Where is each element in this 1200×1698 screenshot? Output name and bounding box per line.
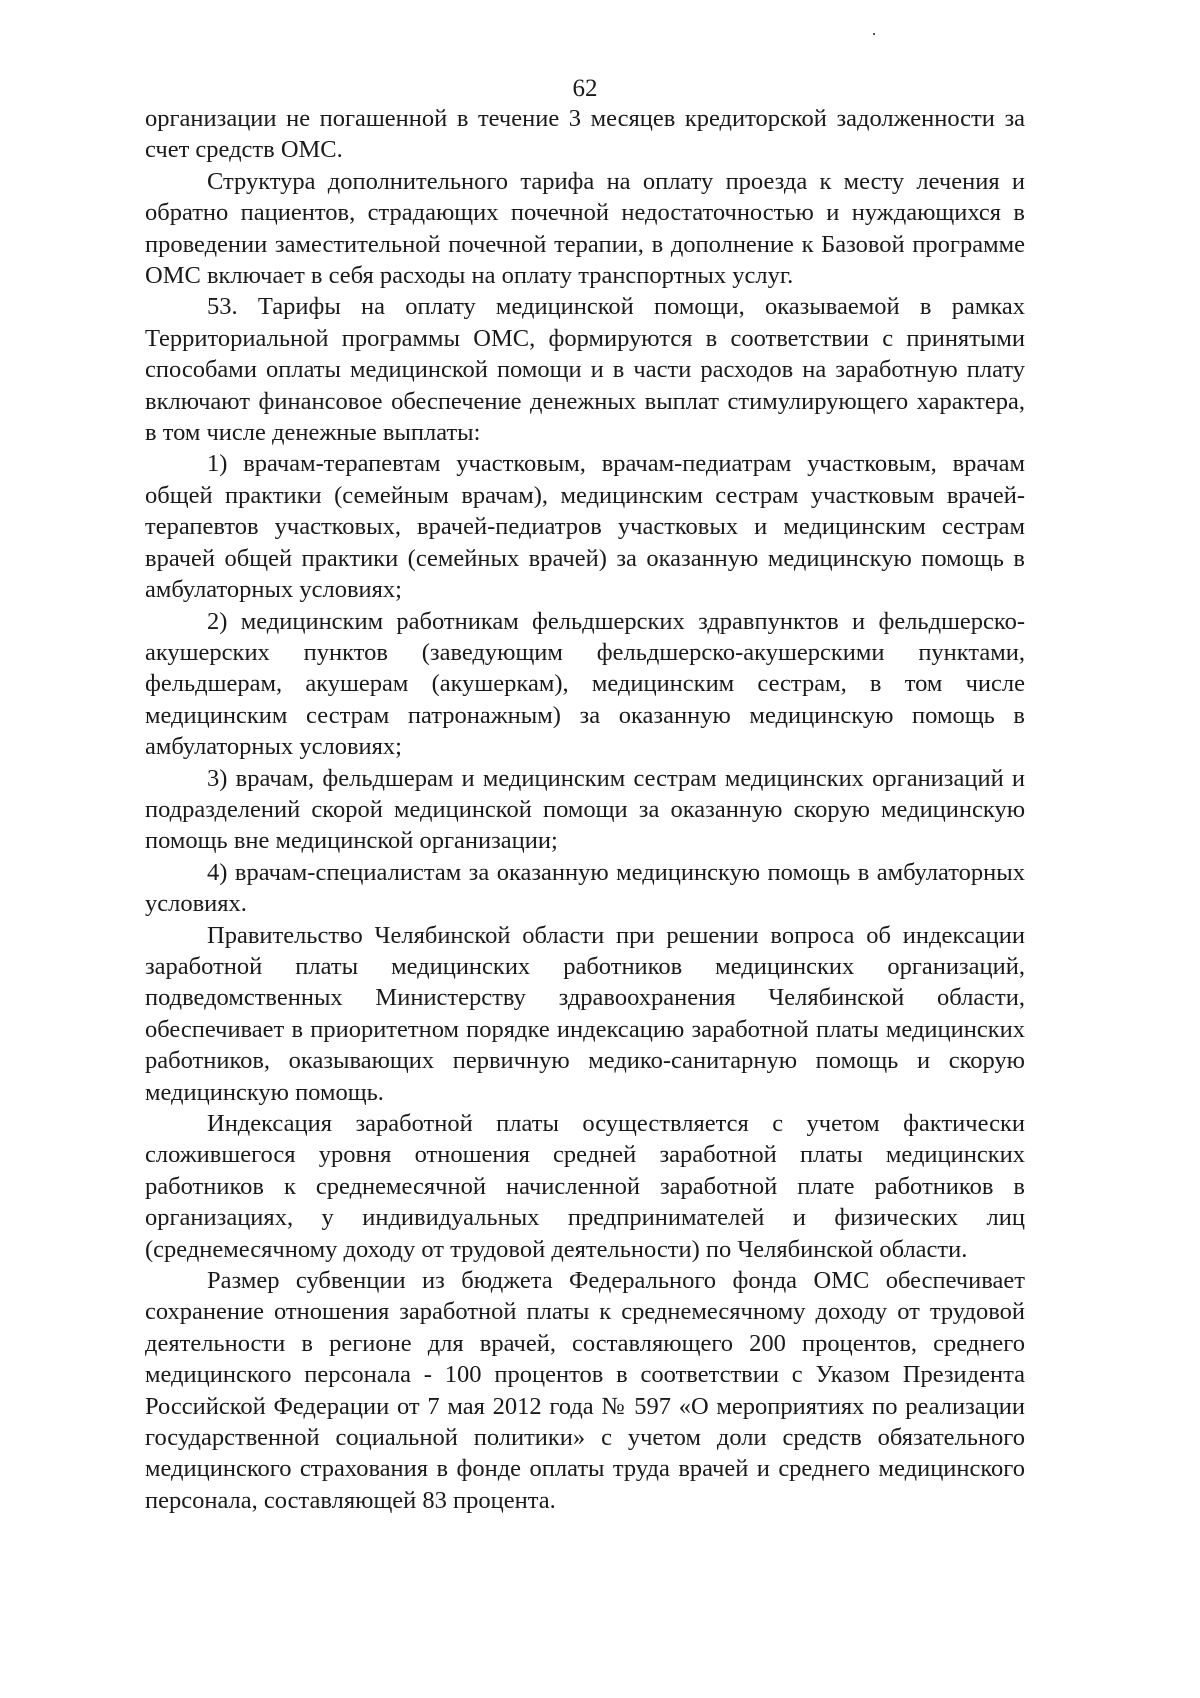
list-item-3-emergency-care: 3) врачам, фельдшерам и медицинским сестрам медицинских организаций и подразделений скорой медицинской помощи за оказанную скорую медицинскую помощь вне медицинской организации;: [145, 764, 1025, 855]
body-text: [145, 103, 1025, 1516]
list-item-2-paramedic-stations: 2) медицинским работникам фельдшерских здравпунктов и фельдшерско-акушерских пунктов (заведующим фельдшерско-акушерскими пунктами, фельдшерам, акушерам (акушеркам), медицинским сестрам, в том числе медицинским сестрам патронажным) за оказанную медицинскую помощь в амбулаторных условиях;: [145, 607, 1025, 761]
paragraph-item-53-tariffs: 53. Тарифы на оплату медицинской помощи, оказываемой в рамках Территориальной программы ОМС, формируются в соответствии с принятыми способами оплаты медицинской помощи и в части расходов на заработную плату включают финансовое обеспечение денежных выплат стимулирующего характера, в том числе денежные выплаты:: [145, 293, 1025, 447]
page-number: 62: [572, 75, 598, 102]
paragraph-additional-tariff-structure: Структура дополнительного тарифа на оплату проезда к месту лечения и обратно пациентов, страдающих почечной недостаточностью и нуждающихся в проведении заместительной почечной терапии, в дополнение к Базовой программе ОМС включает в себя расходы на оплату транспортных услуг.: [145, 167, 1025, 290]
list-item-4-specialists: 4) врачам-специалистам за оказанную медицинскую помощь в амбулаторных условиях.: [145, 858, 1025, 918]
scan-speck: [873, 33, 875, 35]
paragraph-continuation: организации не погашенной в течение 3 месяцев кредиторской задолженности за счет средств ОМС.: [145, 105, 1025, 164]
paragraph-salary-indexation-government: Правительство Челябинской области при решении вопроса об индексации заработной платы медицинских работников медицинских организаций, подведомственных Министерству здравоохранения Челябинской области, обеспечивает в приоритетном порядке индексацию заработной платы медицинских работников, оказывающих первичную медико-санитарную помощь и скорую медицинскую помощь.: [145, 921, 1025, 1106]
paragraph-subvention-size: Размер субвенции из бюджета Федерального фонда ОМС обеспечивает сохранение отношения заработной платы к среднемесячному доходу от трудовой деятельности в регионе для врачей, составляющего 200 процентов, среднего медицинского персонала - 100 процентов в соответствии с Указом Президента Российской Федерации от 7 мая 2012 года № 597 «О мероприятиях по реализации государственной социальной политики» с учетом доли средств обязательного медицинского страхования в фонде оплаты труда врачей и среднего медицинского персонала, составляющей 83 процента.: [145, 1267, 1025, 1514]
list-item-1-district-doctors: 1) врачам-терапевтам участковым, врачам-педиатрам участковым, врачам общей практики (семейным врачам), медицинским сестрам участковым врачей-терапевтов участковых, врачей-педиатров участковых и медицинским сестрам врачей общей практики (семейных врачей) за оказанную медицинскую помощь в амбулаторных условиях;: [145, 450, 1025, 604]
paragraph-salary-indexation-basis: Индексация заработной платы осуществляется с учетом фактически сложившегося уровня отношения средней заработной платы медицинских работников к среднемесячной начисленной заработной плате работников в организациях, у индивидуальных предпринимателей и физических лиц (среднемесячному доходу от трудовой деятельности) по Челябинской области.: [145, 1110, 1025, 1263]
